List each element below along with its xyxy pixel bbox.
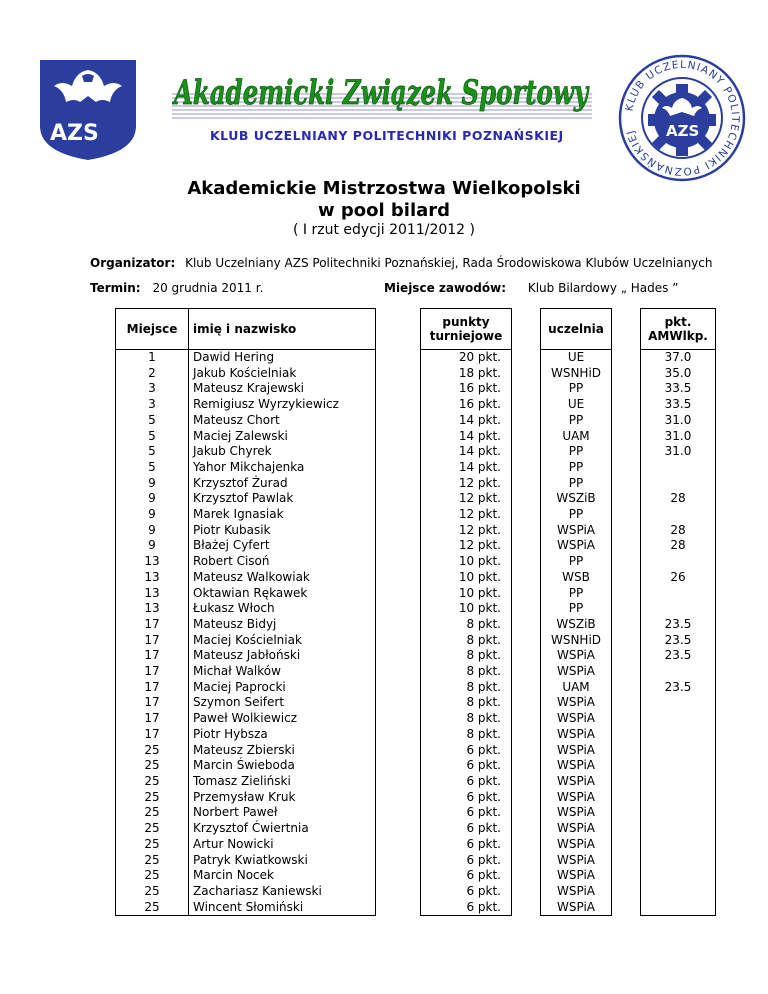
- header-points-line2: turniejowe: [429, 329, 503, 343]
- cell-place: 3: [116, 381, 189, 397]
- venue-value: Klub Bilardowy „ Hades ”: [527, 281, 679, 295]
- table-row: [116, 837, 716, 853]
- points-value: 8 pkt.: [466, 664, 501, 679]
- table-row: [116, 586, 716, 602]
- cell-place: 1: [116, 350, 189, 366]
- cell-amw: [641, 821, 716, 837]
- points-value: 6 pkt.: [466, 821, 501, 836]
- cell-university: PP: [541, 460, 612, 476]
- table-row: [116, 523, 716, 539]
- points-value: 12 pkt.: [458, 507, 501, 522]
- cell-points: [421, 350, 512, 366]
- header-amw-line1: pkt.: [664, 315, 692, 329]
- cell-university: WSNHiD: [541, 366, 612, 382]
- cell-amw: 28: [641, 491, 716, 507]
- header-name: imię i nazwisko: [189, 309, 376, 350]
- cell-points: [421, 648, 512, 664]
- cell-name: Marcin Nocek: [189, 868, 376, 884]
- table-header-row: [116, 309, 716, 350]
- points-value: 6 pkt.: [466, 852, 501, 867]
- cell-points: [421, 900, 512, 916]
- cell-place: 5: [116, 413, 189, 429]
- cell-place: 9: [116, 491, 189, 507]
- cell-points: [421, 507, 512, 523]
- cell-points: [421, 664, 512, 680]
- organizer-label: Organizator:: [90, 256, 176, 270]
- cell-university: WSPiA: [541, 538, 612, 554]
- points-value: 14 pkt.: [458, 412, 501, 427]
- header-amw-line2: AMWlkp.: [648, 329, 708, 343]
- cell-name: Krzysztof Pawlak: [189, 491, 376, 507]
- cell-name: Mateusz Chort: [189, 413, 376, 429]
- cell-name: Krzysztof Żurad: [189, 476, 376, 492]
- cell-name: Mateusz Bidyj: [189, 617, 376, 633]
- cell-amw: [641, 837, 716, 853]
- points-value: 14 pkt.: [458, 444, 501, 459]
- cell-university: PP: [541, 554, 612, 570]
- table-row: [116, 648, 716, 664]
- cell-amw: 35.0: [641, 366, 716, 382]
- cell-university: UAM: [541, 680, 612, 696]
- cell-university: WSPiA: [541, 743, 612, 759]
- header-university: uczelnia: [541, 309, 612, 350]
- cell-amw: 28: [641, 538, 716, 554]
- cell-university: WSPiA: [541, 648, 612, 664]
- cell-amw: [641, 601, 716, 617]
- cell-place: 13: [116, 554, 189, 570]
- cell-university: WSB: [541, 570, 612, 586]
- cell-name: Błażej Cyfert: [189, 538, 376, 554]
- cell-name: Oktawian Rękawek: [189, 586, 376, 602]
- cell-points: [421, 868, 512, 884]
- cell-university: WSNHiD: [541, 633, 612, 649]
- cell-amw: [641, 586, 716, 602]
- cell-name: Norbert Paweł: [189, 805, 376, 821]
- cell-points: [421, 633, 512, 649]
- cell-university: WSPiA: [541, 821, 612, 837]
- table-row: [116, 554, 716, 570]
- points-value: 8 pkt.: [466, 711, 501, 726]
- cell-name: Dawid Hering: [189, 350, 376, 366]
- table-row: [116, 680, 716, 696]
- cell-place: 2: [116, 366, 189, 382]
- table-row: [116, 444, 716, 460]
- cell-place: 17: [116, 648, 189, 664]
- cell-university: WSPiA: [541, 727, 612, 743]
- cell-points: [421, 884, 512, 900]
- cell-amw: [641, 695, 716, 711]
- cell-points: [421, 758, 512, 774]
- header-amw: [641, 309, 716, 350]
- points-value: 6 pkt.: [466, 758, 501, 773]
- cell-university: WSPiA: [541, 837, 612, 853]
- cell-university: WSPiA: [541, 805, 612, 821]
- table-row: [116, 900, 716, 916]
- cell-points: [421, 680, 512, 696]
- points-value: 6 pkt.: [466, 883, 501, 898]
- table-row: [116, 507, 716, 523]
- cell-points: [421, 460, 512, 476]
- cell-points: [421, 397, 512, 413]
- points-value: 14 pkt.: [458, 428, 501, 443]
- header-points: [421, 309, 512, 350]
- cell-place: 13: [116, 570, 189, 586]
- table-row: [116, 601, 716, 617]
- table-row: [116, 664, 716, 680]
- cell-place: 25: [116, 790, 189, 806]
- cell-points: [421, 617, 512, 633]
- cell-points: [421, 821, 512, 837]
- table-row: [116, 538, 716, 554]
- date-value: 20 grudnia 2011 r.: [152, 281, 264, 295]
- ring-text: KLUB UCZELNIANY POLITECHNIKI POZNAŃSKIEJ: [623, 58, 742, 178]
- cell-amw: 23.5: [641, 648, 716, 664]
- cell-amw: [641, 884, 716, 900]
- cell-points: [421, 570, 512, 586]
- cell-amw: [641, 758, 716, 774]
- cell-amw: [641, 743, 716, 759]
- cell-university: PP: [541, 444, 612, 460]
- table-row: [116, 460, 716, 476]
- points-value: 12 pkt.: [458, 475, 501, 490]
- cell-amw: 33.5: [641, 397, 716, 413]
- table-row: [116, 397, 716, 413]
- cell-place: 3: [116, 397, 189, 413]
- cell-university: WSPiA: [541, 900, 612, 916]
- venue-label: Miejsce zawodów:: [384, 281, 507, 295]
- cell-points: [421, 837, 512, 853]
- azs-banner: [172, 60, 592, 124]
- points-value: 8 pkt.: [466, 695, 501, 710]
- date-line: [90, 281, 263, 295]
- cell-name: Wincent Słomiński: [189, 900, 376, 916]
- header-points-line1: punkty: [442, 315, 490, 329]
- table-row: [116, 868, 716, 884]
- points-value: 10 pkt.: [458, 585, 501, 600]
- points-value: 6 pkt.: [466, 742, 501, 757]
- cell-amw: [641, 476, 716, 492]
- cell-amw: 31.0: [641, 444, 716, 460]
- table-row: [116, 884, 716, 900]
- points-value: 6 pkt.: [466, 805, 501, 820]
- cell-university: WSZiB: [541, 491, 612, 507]
- cell-amw: [641, 664, 716, 680]
- cell-university: PP: [541, 586, 612, 602]
- cell-name: Marek Ignasiak: [189, 507, 376, 523]
- cell-place: 5: [116, 460, 189, 476]
- cell-place: 17: [116, 680, 189, 696]
- header-place: Miejsce: [116, 309, 189, 350]
- cell-amw: [641, 711, 716, 727]
- cell-amw: 26: [641, 570, 716, 586]
- cell-university: WSPiA: [541, 758, 612, 774]
- table-row: [116, 381, 716, 397]
- table-row: [116, 476, 716, 492]
- table-row: [116, 711, 716, 727]
- cell-university: WSPiA: [541, 853, 612, 869]
- cell-place: 17: [116, 617, 189, 633]
- organizer-value: Klub Uczelniany AZS Politechniki Poznańskiej, Rada Środowiskowa Klubów Uczelnianych: [185, 256, 713, 270]
- cell-points: [421, 711, 512, 727]
- cell-name: Jakub Chyrek: [189, 444, 376, 460]
- table-row: [116, 350, 716, 366]
- cell-place: 17: [116, 695, 189, 711]
- points-value: 10 pkt.: [458, 554, 501, 569]
- cell-place: 17: [116, 664, 189, 680]
- politechnika-gear-logo: [616, 52, 748, 184]
- logo-right-text: AZS: [666, 122, 700, 140]
- cell-name: Marcin Świeboda: [189, 758, 376, 774]
- cell-name: Michał Walków: [189, 664, 376, 680]
- cell-place: 9: [116, 538, 189, 554]
- azs-shield-logo: [36, 56, 140, 162]
- cell-points: [421, 805, 512, 821]
- cell-amw: 28: [641, 523, 716, 539]
- table-row: [116, 695, 716, 711]
- cell-place: 25: [116, 853, 189, 869]
- table-row: [116, 413, 716, 429]
- cell-name: Piotr Kubasik: [189, 523, 376, 539]
- cell-amw: 37.0: [641, 350, 716, 366]
- points-value: 14 pkt.: [458, 459, 501, 474]
- cell-university: PP: [541, 601, 612, 617]
- table-row: [116, 758, 716, 774]
- points-value: 10 pkt.: [458, 569, 501, 584]
- logo-left-text-a: AZS: [50, 121, 99, 146]
- cell-place: 13: [116, 586, 189, 602]
- cell-place: 9: [116, 476, 189, 492]
- points-value: 12 pkt.: [458, 538, 501, 553]
- cell-points: [421, 381, 512, 397]
- cell-amw: [641, 900, 716, 916]
- points-value: 8 pkt.: [466, 616, 501, 631]
- cell-university: WSZiB: [541, 617, 612, 633]
- points-value: 12 pkt.: [458, 491, 501, 506]
- cell-points: [421, 727, 512, 743]
- points-value: 8 pkt.: [466, 648, 501, 663]
- cell-university: WSPiA: [541, 774, 612, 790]
- cell-place: 17: [116, 633, 189, 649]
- table-row: [116, 633, 716, 649]
- cell-university: WSPiA: [541, 711, 612, 727]
- cell-amw: [641, 460, 716, 476]
- cell-place: 25: [116, 900, 189, 916]
- cell-name: Szymon Seifert: [189, 695, 376, 711]
- points-value: 8 pkt.: [466, 679, 501, 694]
- cell-name: Maciej Paprocki: [189, 680, 376, 696]
- cell-place: 17: [116, 711, 189, 727]
- cell-place: 25: [116, 774, 189, 790]
- cell-points: [421, 554, 512, 570]
- venue-line: [384, 281, 678, 295]
- cell-amw: 23.5: [641, 617, 716, 633]
- table-row: [116, 617, 716, 633]
- cell-name: Yahor Mikchajenka: [189, 460, 376, 476]
- cell-amw: 31.0: [641, 429, 716, 445]
- cell-place: 5: [116, 429, 189, 445]
- table-row: [116, 570, 716, 586]
- cell-place: 25: [116, 821, 189, 837]
- cell-university: PP: [541, 381, 612, 397]
- cell-name: Mateusz Zbierski: [189, 743, 376, 759]
- page-title-line1: Akademickie Mistrzostwa Wielkopolski: [187, 178, 581, 199]
- cell-points: [421, 491, 512, 507]
- cell-points: [421, 413, 512, 429]
- cell-place: 9: [116, 507, 189, 523]
- banner-subtitle: KLUB UCZELNIANY POLITECHNIKI POZNAŃSKIEJ: [210, 128, 564, 143]
- cell-name: Tomasz Zieliński: [189, 774, 376, 790]
- cell-place: 25: [116, 884, 189, 900]
- cell-university: UE: [541, 350, 612, 366]
- cell-university: PP: [541, 507, 612, 523]
- cell-name: Piotr Hybsza: [189, 727, 376, 743]
- table-row: [116, 805, 716, 821]
- points-value: 16 pkt.: [458, 397, 501, 412]
- table-row: [116, 366, 716, 382]
- cell-place: 25: [116, 758, 189, 774]
- cell-university: WSPiA: [541, 868, 612, 884]
- cell-place: 17: [116, 727, 189, 743]
- cell-name: Zachariasz Kaniewski: [189, 884, 376, 900]
- cell-amw: 23.5: [641, 680, 716, 696]
- cell-amw: 23.5: [641, 633, 716, 649]
- cell-name: Maciej Zalewski: [189, 429, 376, 445]
- points-value: 16 pkt.: [458, 381, 501, 396]
- points-value: 8 pkt.: [466, 726, 501, 741]
- cell-university: PP: [541, 413, 612, 429]
- cell-name: Patryk Kwiatkowski: [189, 853, 376, 869]
- cell-points: [421, 523, 512, 539]
- points-value: 20 pkt.: [458, 350, 501, 364]
- cell-name: Maciej Kościelniak: [189, 633, 376, 649]
- table-row: [116, 774, 716, 790]
- cell-place: 25: [116, 743, 189, 759]
- cell-amw: [641, 805, 716, 821]
- cell-place: 5: [116, 444, 189, 460]
- cell-place: 25: [116, 837, 189, 853]
- cell-points: [421, 743, 512, 759]
- cell-points: [421, 774, 512, 790]
- cell-points: [421, 444, 512, 460]
- cell-university: UAM: [541, 429, 612, 445]
- cell-points: [421, 601, 512, 617]
- cell-points: [421, 586, 512, 602]
- cell-points: [421, 695, 512, 711]
- cell-name: Paweł Wolkiewicz: [189, 711, 376, 727]
- results-table: [115, 308, 716, 916]
- cell-name: Mateusz Krajewski: [189, 381, 376, 397]
- cell-place: 25: [116, 868, 189, 884]
- points-value: 6 pkt.: [466, 868, 501, 883]
- cell-name: Artur Nowicki: [189, 837, 376, 853]
- cell-amw: [641, 507, 716, 523]
- points-value: 18 pkt.: [458, 365, 501, 380]
- cell-points: [421, 476, 512, 492]
- cell-points: [421, 790, 512, 806]
- table-row: [116, 491, 716, 507]
- cell-points: [421, 538, 512, 554]
- cell-amw: [641, 790, 716, 806]
- page-title-line2: w pool bilard: [317, 200, 451, 221]
- cell-university: UE: [541, 397, 612, 413]
- cell-points: [421, 853, 512, 869]
- edition-subtitle: ( I rzut edycji 2011/2012 ): [292, 222, 475, 238]
- points-value: 10 pkt.: [458, 601, 501, 616]
- cell-amw: [641, 853, 716, 869]
- cell-name: Mateusz Walkowiak: [189, 570, 376, 586]
- points-value: 12 pkt.: [458, 522, 501, 537]
- points-value: 6 pkt.: [466, 836, 501, 851]
- cell-amw: [641, 554, 716, 570]
- table-row: [116, 727, 716, 743]
- cell-university: WSPiA: [541, 695, 612, 711]
- date-label: Termin:: [90, 281, 141, 295]
- points-value: 8 pkt.: [466, 632, 501, 647]
- cell-place: 25: [116, 805, 189, 821]
- cell-amw: 33.5: [641, 381, 716, 397]
- cell-points: [421, 366, 512, 382]
- points-value: 6 pkt.: [466, 789, 501, 804]
- table-row: [116, 429, 716, 445]
- banner-title: Akademicki Związek Sportowy: [172, 73, 590, 113]
- cell-amw: [641, 727, 716, 743]
- cell-amw: [641, 774, 716, 790]
- cell-name: Mateusz Jabłoński: [189, 648, 376, 664]
- cell-name: Krzysztof Ćwiertnia: [189, 821, 376, 837]
- cell-university: WSPiA: [541, 664, 612, 680]
- cell-place: 9: [116, 523, 189, 539]
- table-row: [116, 821, 716, 837]
- cell-university: PP: [541, 476, 612, 492]
- cell-name: Jakub Kościelniak: [189, 366, 376, 382]
- cell-name: Robert Cisoń: [189, 554, 376, 570]
- organizer-line: [90, 256, 712, 270]
- cell-university: WSPiA: [541, 884, 612, 900]
- cell-university: WSPiA: [541, 790, 612, 806]
- cell-amw: [641, 868, 716, 884]
- points-value: 6 pkt.: [466, 899, 501, 914]
- table-row: [116, 743, 716, 759]
- cell-place: 13: [116, 601, 189, 617]
- table-row: [116, 790, 716, 806]
- points-value: 6 pkt.: [466, 773, 501, 788]
- cell-amw: 31.0: [641, 413, 716, 429]
- cell-university: WSPiA: [541, 523, 612, 539]
- cell-name: Przemysław Kruk: [189, 790, 376, 806]
- table-row: [116, 853, 716, 869]
- cell-name: Remigiusz Wyrzykiewicz: [189, 397, 376, 413]
- cell-name: Łukasz Włoch: [189, 601, 376, 617]
- cell-points: [421, 429, 512, 445]
